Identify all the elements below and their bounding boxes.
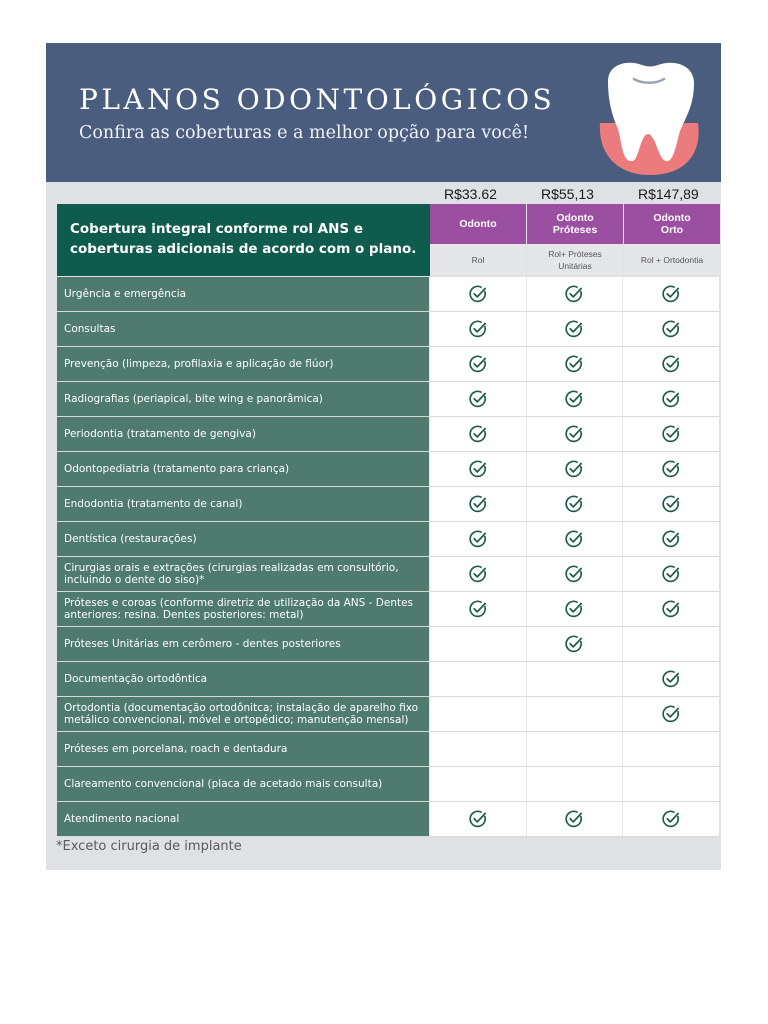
- plan-name: [430, 204, 526, 244]
- table-row: [57, 767, 719, 802]
- check-circle-icon: [468, 564, 488, 584]
- coverage-cell: [526, 592, 623, 626]
- check-circle-icon: [661, 809, 681, 829]
- check-circle-icon: [661, 389, 681, 409]
- table-row: [57, 452, 719, 487]
- check-circle-icon: [661, 284, 681, 304]
- table-row: [57, 312, 719, 347]
- coverage-cell: [622, 802, 719, 836]
- check-circle-icon: [468, 529, 488, 549]
- check-circle-icon: [564, 634, 584, 654]
- table-row: [57, 732, 719, 767]
- plan-price: R$55,13: [541, 186, 594, 202]
- row-label: Odontopediatria (tratamento para criança): [57, 452, 429, 486]
- check-circle-icon: [468, 599, 488, 619]
- coverage-cell: [622, 592, 719, 626]
- header-banner: [46, 43, 721, 182]
- coverage-cell: [526, 452, 623, 486]
- coverage-cell: [622, 557, 719, 591]
- coverage-cell: [622, 662, 719, 696]
- row-label: Próteses Unitárias em cerômero - dentes posteriores: [57, 627, 429, 661]
- plan-name-text: Odonto Orto: [653, 212, 691, 236]
- row-label: Prevenção (limpeza, profilaxia e aplicação de flúor): [57, 347, 429, 381]
- check-circle-icon: [468, 809, 488, 829]
- coverage-cell: [526, 662, 623, 696]
- coverage-cell: [429, 767, 526, 801]
- coverage-cell: [429, 557, 526, 591]
- row-label: Clareamento convencional (placa de acetado mais consulta): [57, 767, 429, 801]
- row-label: Periodontia (tratamento de gengiva): [57, 417, 429, 451]
- coverage-cell: [429, 382, 526, 416]
- coverage-cell: [429, 592, 526, 626]
- check-circle-icon: [468, 354, 488, 374]
- table-row: [57, 347, 719, 382]
- coverage-cell: [429, 697, 526, 731]
- coverage-cell: [526, 417, 623, 451]
- page-title: PLANOS ODONTOLÓGICOS: [79, 83, 556, 116]
- table-row: [57, 417, 719, 452]
- coverage-cell: [622, 627, 719, 661]
- coverage-cell: [429, 627, 526, 661]
- row-label: Documentação ortodôntica: [57, 662, 429, 696]
- footnote: *Exceto cirurgia de implante: [56, 839, 242, 854]
- coverage-cell: [622, 732, 719, 766]
- row-label: Endodontia (tratamento de canal): [57, 487, 429, 521]
- plan-price: R$33.62: [444, 186, 497, 202]
- table-row: [57, 277, 719, 312]
- coverage-cell: [622, 487, 719, 521]
- plan-price: R$147,89: [638, 186, 699, 202]
- plan-name-text: Odonto: [459, 218, 497, 230]
- check-circle-icon: [564, 494, 584, 514]
- check-circle-icon: [468, 319, 488, 339]
- check-circle-icon: [564, 424, 584, 444]
- check-circle-icon: [468, 424, 488, 444]
- check-circle-icon: [564, 529, 584, 549]
- table-row: [57, 627, 719, 662]
- table-row: [57, 697, 719, 732]
- coverage-cell: [429, 312, 526, 346]
- coverage-cell: [429, 452, 526, 486]
- check-circle-icon: [468, 284, 488, 304]
- row-label: Próteses em porcelana, roach e dentadura: [57, 732, 429, 766]
- table-row: [57, 592, 719, 627]
- check-circle-icon: [564, 319, 584, 339]
- table-row: [57, 557, 719, 592]
- table-row: [57, 382, 719, 417]
- row-label: Próteses e coroas (conforme diretriz de utilização da ANS - Dentes anteriores: resina. Dentes posteriores: metal): [57, 592, 429, 626]
- plan-detail: [430, 244, 526, 275]
- coverage-cell: [622, 347, 719, 381]
- check-circle-icon: [661, 354, 681, 374]
- coverage-cell: [526, 557, 623, 591]
- plan-detail-text: Rol + Ortodontia: [640, 254, 704, 265]
- row-label: Ortodontia (documentação ortodônitca; instalação de aparelho fixo metálico convencional, móvel e ortopédico; manutenção mensal): [57, 697, 429, 731]
- row-label: Dentística (restaurações): [57, 522, 429, 556]
- check-circle-icon: [468, 459, 488, 479]
- coverage-cell: [622, 382, 719, 416]
- coverage-cell: [429, 662, 526, 696]
- check-circle-icon: [564, 354, 584, 374]
- check-circle-icon: [661, 319, 681, 339]
- coverage-cell: [526, 312, 623, 346]
- coverage-cell: [429, 487, 526, 521]
- plan-detail-text: Rol+ Próteses Unitárias: [548, 248, 602, 271]
- check-circle-icon: [661, 529, 681, 549]
- coverage-cell: [526, 522, 623, 556]
- check-circle-icon: [661, 424, 681, 444]
- coverage-cell: [526, 347, 623, 381]
- plan-name: [527, 204, 623, 244]
- coverage-cell: [622, 767, 719, 801]
- plan-name-text: Odonto Próteses: [552, 212, 598, 236]
- plans-card: [46, 43, 721, 870]
- table-row: [57, 802, 719, 837]
- row-label: Consultas: [57, 312, 429, 346]
- row-label: Urgência e emergência: [57, 277, 429, 311]
- coverage-cell: [622, 697, 719, 731]
- check-circle-icon: [564, 599, 584, 619]
- check-circle-icon: [661, 669, 681, 689]
- coverage-cell: [429, 277, 526, 311]
- coverage-cell: [622, 522, 719, 556]
- check-circle-icon: [564, 459, 584, 479]
- coverage-cell: [429, 347, 526, 381]
- check-circle-icon: [468, 389, 488, 409]
- check-circle-icon: [661, 704, 681, 724]
- coverage-cell: [526, 767, 623, 801]
- coverage-cell: [622, 417, 719, 451]
- coverage-cell: [526, 627, 623, 661]
- coverage-cell: [526, 277, 623, 311]
- coverage-cell: [622, 452, 719, 486]
- check-circle-icon: [564, 284, 584, 304]
- page-subtitle: Confira as coberturas e a melhor opção para você!: [79, 123, 529, 143]
- check-circle-icon: [661, 599, 681, 619]
- coverage-cell: [429, 522, 526, 556]
- plan-name: [624, 204, 720, 244]
- row-label: Cirurgias orais e extrações (cirurgias realizadas em consultório, incluindo o dente do siso)*: [57, 557, 429, 591]
- table-row: [57, 487, 719, 522]
- coverage-cell: [526, 802, 623, 836]
- table-row: [57, 522, 719, 557]
- coverage-cell: [429, 802, 526, 836]
- tooth-icon: [594, 57, 706, 179]
- check-circle-icon: [661, 494, 681, 514]
- check-circle-icon: [661, 564, 681, 584]
- coverage-cell: [622, 312, 719, 346]
- coverage-cell: [526, 382, 623, 416]
- row-label: Atendimento nacional: [57, 802, 429, 836]
- coverage-cell: [526, 732, 623, 766]
- coverage-cell: [526, 487, 623, 521]
- plan-detail-text: Rol: [471, 254, 485, 265]
- plan-detail: [624, 244, 720, 275]
- coverage-cell: [622, 277, 719, 311]
- check-circle-icon: [564, 809, 584, 829]
- check-circle-icon: [564, 564, 584, 584]
- coverage-cell: [429, 732, 526, 766]
- coverage-title: Cobertura integral conforme rol ANS e coberturas adicionais de acordo com o plano.: [57, 204, 430, 276]
- check-circle-icon: [468, 494, 488, 514]
- check-circle-icon: [564, 389, 584, 409]
- row-label: Radiografias (periapical, bite wing e panorâmica): [57, 382, 429, 416]
- coverage-cell: [429, 417, 526, 451]
- plan-detail: [527, 244, 623, 275]
- check-circle-icon: [661, 459, 681, 479]
- table-row: [57, 662, 719, 697]
- coverage-cell: [526, 697, 623, 731]
